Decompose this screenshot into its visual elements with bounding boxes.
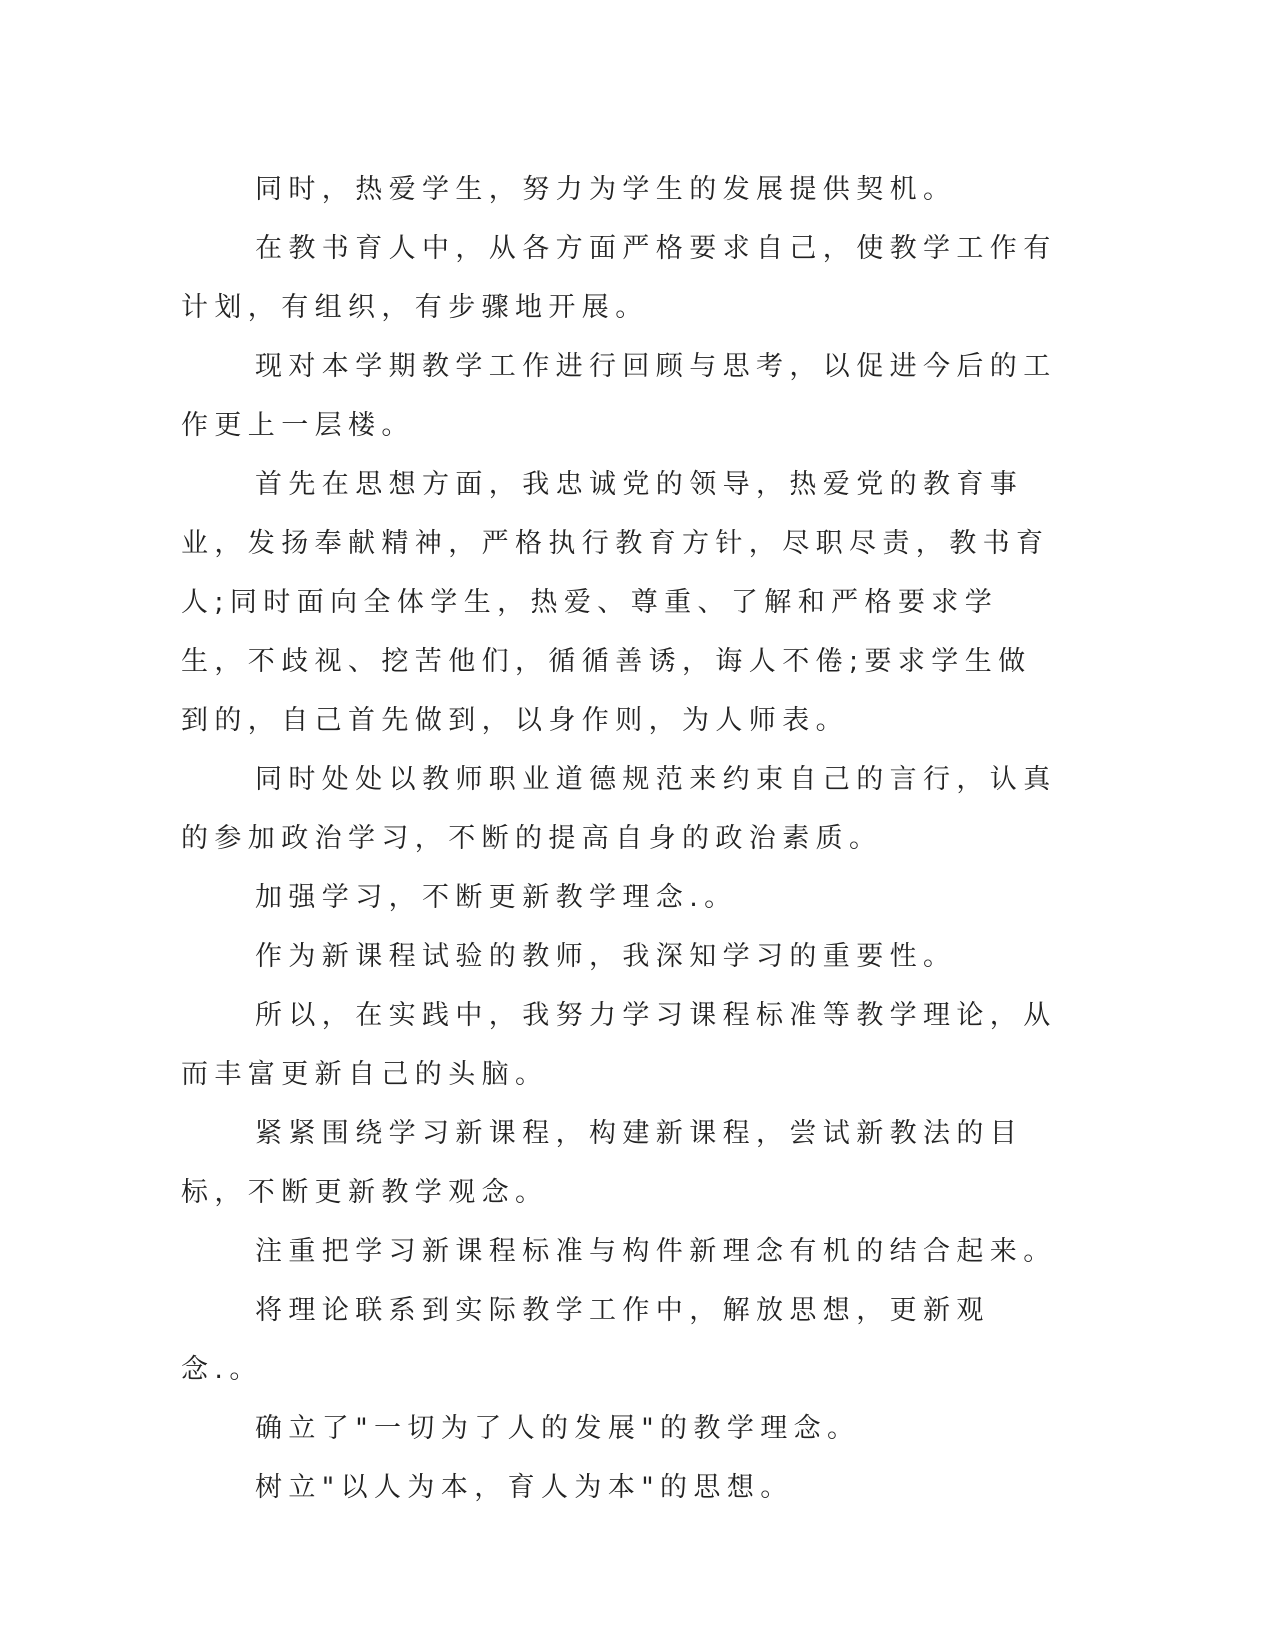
paragraph: 确立了"一切为了人的发展"的教学理念。 (255, 1413, 861, 1444)
paragraph: 将理论联系到实际教学工作中，解放思想，更新观念.。 (181, 1295, 990, 1385)
paragraph: 紧紧围绕学习新课程，构建新课程，尝试新教法的目标，不断更新教学观念。 (181, 1118, 1024, 1208)
paragraph: 树立"以人为本，育人为本"的思想。 (255, 1472, 794, 1503)
paragraph: 首先在思想方面，我忠诚党的领导，热爱党的教育事业，发扬奉献精神，严格执行教育方针，尽职尽责，教书育人;同时面向全体学生，热爱、尊重、了解和严格要求学生，不歧视、挖苦他们，循循善诱，诲人不倦;要求学生做到的，自己首先做到，以身作则，为人师表。 (181, 469, 1050, 736)
paragraph: 现对本学期教学工作进行回顾与思考，以促进今后的工作更上一层楼。 (181, 351, 1057, 441)
paragraph: 在教书育人中，从各方面严格要求自己，使教学工作有计划，有组织，有步骤地开展。 (181, 233, 1057, 323)
paragraph: 同时处处以教师职业道德规范来约束自己的言行，认真的参加政治学习，不断的提高自身的政治素质。 (181, 764, 1057, 854)
paragraph: 加强学习，不断更新教学理念.。 (255, 882, 738, 913)
paragraph: 注重把学习新课程标准与构件新理念有机的结合起来。 (255, 1236, 1057, 1267)
paragraph: 同时，热爱学生，努力为学生的发展提供契机。 (255, 174, 957, 205)
paragraph: 所以，在实践中，我努力学习课程标准等教学理论，从而丰富更新自己的头脑。 (181, 1000, 1057, 1090)
paragraph: 作为新课程试验的教师，我深知学习的重要性。 (255, 941, 957, 972)
document-body (181, 160, 1061, 1517)
